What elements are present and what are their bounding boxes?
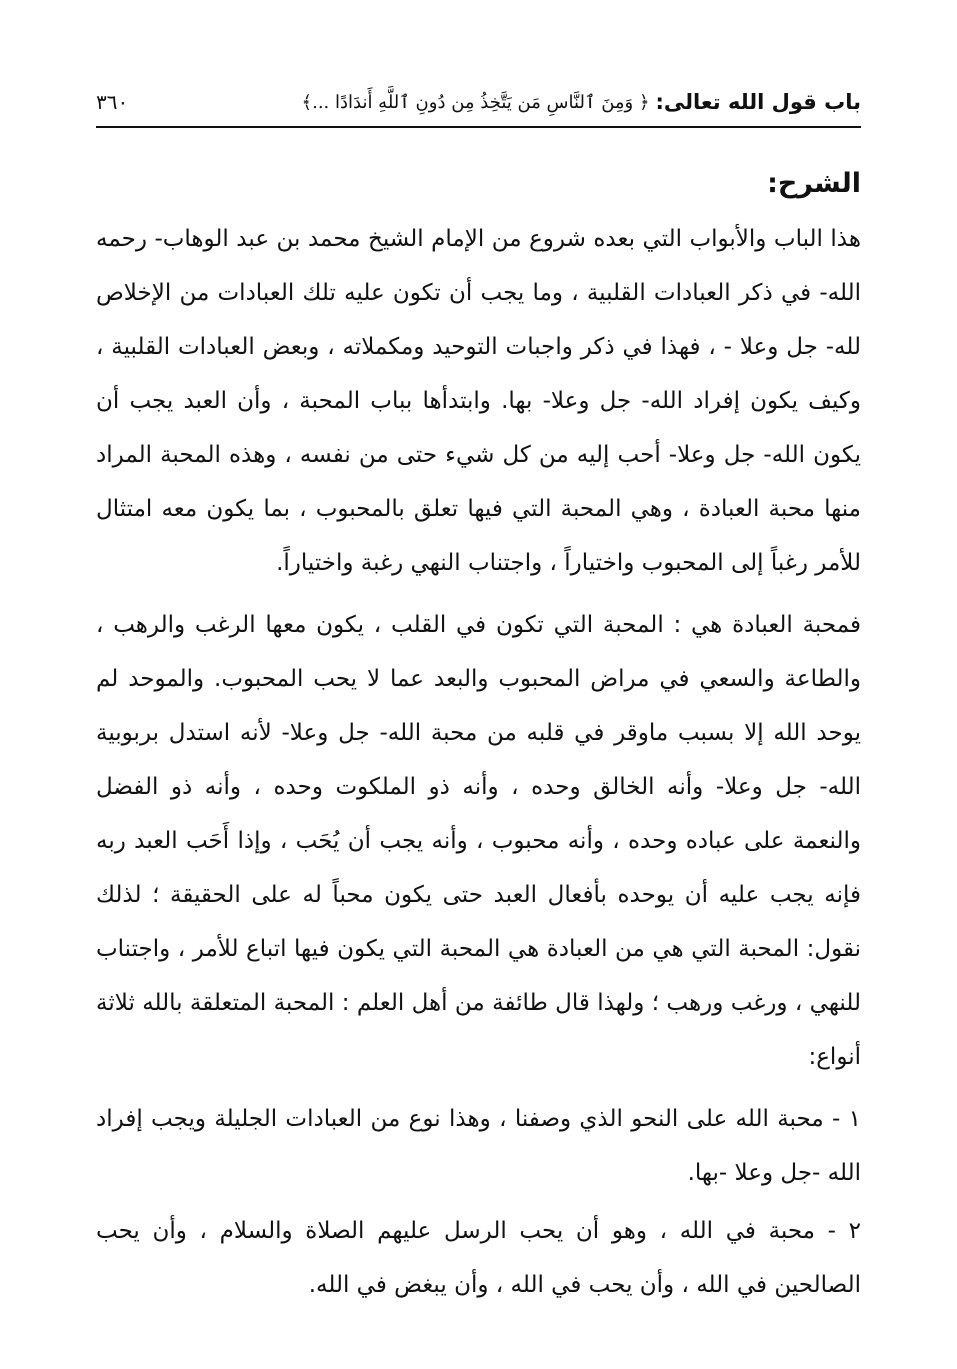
header-divider <box>96 126 861 128</box>
list-item: ١ - محبة الله على النحو الذي وصفنا ، وهذا نوع من العبادات الجليلة ويجب إفراد الله -جل وعلا -بها. <box>96 1106 861 1186</box>
list-item: ٢ - محبة في الله ، وهو أن يحب الرسل عليهم الصلاة والسلام ، وأن يحب الصالحين في الله ، وأن يحب في الله ، وأن يبغض في الله. <box>96 1218 861 1298</box>
header-verse: ﴿ وَمِنَ ٱلنَّاسِ مَن يَتَّخِذُ مِن دُونِ ٱللَّهِ أَندَادًا ...﴾ <box>301 91 650 113</box>
paragraph: هذا الباب والأبواب التي بعده شروع من الإمام الشيخ محمد بن عبد الوهاب- رحمه الله- في ذكر العبادات القلبية ، وما يجب أن تكون عليه تلك العبادات من الإخلاص لله- جل وعلا - ، فهذا في ذكر واجبات التوحيد ومكملاته ، وبعض العبادات القلبية ، وكيف يكون إفراد الله- جل وعلا- بها. وابتدأها بباب المحبة ، وأن العبد يجب أن يكون الله- جل وعلا- أحب إليه من كل شيء حتى من نفسه ، وهذه المحبة المراد منها محبة العبادة ، وهي المحبة التي فيها تعلق بالمحبوب ، بما يكون معه امتثال للأمر رغباً إلى المحبوب واختياراً ، واجتناب النهي رغبة واختياراً. <box>96 226 861 576</box>
section-heading: الشرح: <box>767 168 861 199</box>
paragraph: فمحبة العبادة هي : المحبة التي تكون في القلب ، يكون معها الرغب والرهب ، والطاعة والسعي في مراض المحبوب والبعد عما لا يحب المحبوب. والموحد لم يوحد الله إلا بسبب ماوقر في قلبه من محبة الله- جل وعلا- لأنه استدل بربوبية الله- جل وعلا- وأنه الخالق وحده ، وأنه ذو الملكوت وحده ، وأنه ذو الفضل والنعمة على عباده وحده ، وأنه محبوب ، وأنه يجب أن يُحَب ، وإذا أَحَب العبد ربه فإنه يجب عليه أن يوحده بأفعال العبد حتى يكون محباً له على الحقيقة ؛ لذلك نقول: المحبة التي هي من العبادة هي المحبة التي يكون فيها اتباع للأمر ، واجتناب للنهي ، ورغب ورهب ؛ ولهذا قال طائفة من أهل العلم : المحبة المتعلقة بالله ثلاثة أنواع: <box>96 612 861 1070</box>
header-title-group <box>302 90 861 114</box>
running-header <box>96 84 861 120</box>
chapter-title: باب قول الله تعالى: <box>655 90 861 114</box>
page-body <box>96 160 861 1316</box>
page-number: ٣٦٠ <box>96 90 129 114</box>
